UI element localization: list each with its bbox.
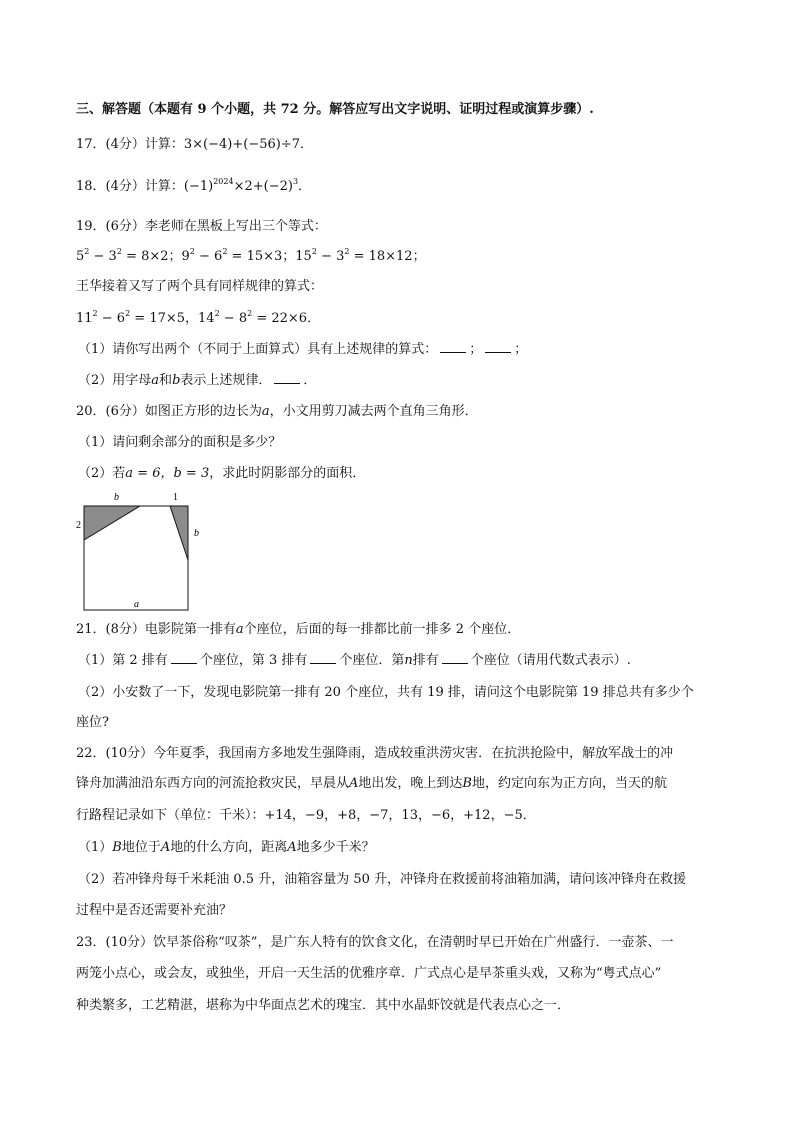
q19-eq-term: − 6 (194, 249, 223, 264)
answer-blank[interactable] (310, 651, 336, 664)
variable-B: B (462, 776, 472, 791)
q21-sub-2-line-2: 座位? (76, 715, 109, 730)
variable-a: a (261, 404, 270, 419)
q19-sub1-text: （1）请你写出两个（不同于上面算式）具有上述规律的算式： (78, 342, 438, 357)
question-22-line-1: 22．(10分）今年夏季，我国南方多地发生强降雨，造成较重洪涝灾害．在抗洪抢险中，解放军战士的冲 (76, 746, 674, 761)
q20-head-text: ，小文用剪刀减去两个直角三角形． (269, 404, 478, 419)
q19-eq-power: 2 (214, 309, 220, 318)
q19-sub-2 (78, 371, 316, 391)
section-title: 三、解答题（本题有 9 个小题，共 72 分。解答应写出文字说明、证明过程或演算步骤）. (76, 102, 594, 117)
q19-eq-term: − 3 (316, 249, 345, 264)
q19-eq-power: 2 (189, 247, 195, 256)
q21-head-text: 21．(8分）电影院第一排有 (76, 622, 236, 637)
q22-text: 地，约定向东为正方向，当天的航 (471, 776, 667, 791)
q20-sub-1: （1）请问剩余部分的面积是多少？ (78, 435, 282, 450)
q20-sub2-text: ，求此时阴影部分的面积． (209, 466, 366, 481)
q22-sub1-text: 地的什么方向，距离 (170, 840, 288, 855)
q19-eq-term: − 8 (219, 311, 248, 326)
q22-sub-2-line-2: 过程中是否还需要补充油？ (76, 903, 233, 918)
q18-tail: ． (298, 179, 312, 194)
q19-sub2-text: 和 (159, 373, 173, 388)
variable-a: a (151, 373, 160, 388)
q18-head: 18．(4分）计算： (76, 179, 184, 194)
q19-sub1-end: ； (514, 342, 528, 357)
q19-sub1-separator: ； (469, 342, 483, 357)
q22-sub1-text: 地位于 (121, 840, 161, 855)
q19-eq-term: 11 (76, 311, 93, 326)
variable-B: B (112, 840, 122, 855)
q20-head-text: 20．(6分）如图正方形的边长为 (76, 404, 262, 419)
q18-exponent-1: 2024 (213, 177, 234, 186)
q21-sub1-text: 个座位．第 (339, 653, 405, 668)
question-17 (76, 135, 313, 155)
question-23-line-2: 两笼小点心，或会友，或独坐，开启一天生活的优雅序章．广式点心是早茶重头戏，又称为“粤式点心” (76, 966, 662, 981)
q19-eq-term: − 3 (89, 249, 117, 264)
q19-eq-term: 5 (76, 249, 85, 264)
q22-sub-2-line-1: （2）若冲锋舟每千米耗油 0.5 升，油箱容量为 50 升，冲锋舟在救援前将油箱加满，请问该冲锋舟在救援 (78, 872, 687, 887)
q19-eq-term: = 18×12； (349, 249, 426, 264)
q19-eq-power: 2 (116, 247, 122, 256)
question-22-line-3: 行路程记录如下（单位：千米）：+14，−9，+8，−7，13，−6，+12，−5． (76, 808, 536, 823)
variable-A: A (349, 776, 359, 791)
question-20-head (76, 402, 478, 422)
answer-blank[interactable] (274, 371, 300, 384)
variable-n: n (404, 653, 413, 668)
q22-sub1-text: （1） (78, 840, 113, 855)
variable-A: A (160, 840, 171, 855)
q19-sub2-text: 表示上述规律． (180, 373, 272, 388)
q18-middle: ×2+(−2) (233, 179, 293, 194)
q19-eq-power: 2 (311, 247, 317, 256)
q20-sub-2 (78, 464, 365, 484)
answer-blank[interactable] (485, 340, 511, 353)
q19-equations-line-1 (76, 247, 426, 267)
q17-tail: ． (300, 137, 314, 152)
answer-blank[interactable] (440, 340, 466, 353)
q22-text: 地出发，晚上到达 (358, 776, 463, 791)
q19-eq-power: 2 (84, 247, 90, 256)
q19-eq-term: = 17×5，14 (130, 311, 215, 326)
question-19-head: 19．(6分）李老师在黑板上写出三个等式： (76, 219, 327, 234)
q21-sub-1 (78, 651, 631, 671)
q19-equations-line-2 (76, 309, 320, 329)
question-23-line-3: 种类繁多，工艺精湛，堪称为中华面点艺术的瑰宝．其中水晶虾饺就是代表点心之一． (76, 998, 571, 1013)
q21-sub1-text: 排有 (412, 653, 439, 668)
shaded-triangle-left (84, 506, 140, 540)
q19-eq-power: 2 (125, 309, 131, 318)
q19-sub2-end: ． (303, 373, 317, 388)
question-22-line-2 (76, 774, 667, 794)
question-23-line-1: 23．(10分）饮早茶俗称“叹茶”，是广东人特有的饮食文化，在清朝时早已开始在广州盛行．一壶茶、一 (76, 935, 674, 950)
variable-a: a (235, 622, 244, 637)
q19-eq-term: = 15×3；15 (227, 249, 312, 264)
variable-A: A (287, 840, 297, 855)
q17-head: 17．(4分）计算： (76, 137, 184, 152)
q18-exponent-2: 3 (292, 177, 299, 186)
q21-sub1-text: 个座位，第 3 排有 (199, 653, 308, 668)
q19-eq-term: = 22×6． (252, 311, 321, 326)
q19-eq-term: − 6 (97, 311, 126, 326)
answer-blank[interactable] (442, 651, 468, 664)
q19-sub2-text: （2）用字母 (78, 373, 152, 388)
q20-sub2-expression: a = 6，b = 3 (125, 466, 210, 481)
q19-eq-term: = 8×2；9 (121, 249, 190, 264)
variable-b: b (172, 373, 181, 388)
label-left-2: 2 (76, 520, 81, 531)
q19-eq-power: 2 (222, 247, 228, 256)
question-18 (76, 177, 311, 197)
q21-sub-2-line-1: （2）小安数了一下，发现电影院第一排有 20 个座位，共有 19 排，请问这个电影院第 19 排总共有多少个 (78, 685, 694, 700)
label-top-1: 1 (173, 492, 178, 503)
square-figure (76, 488, 216, 614)
q22-sub-1 (78, 838, 375, 858)
label-right-b: b (194, 528, 199, 539)
q22-text: 锋舟加满油沿东西方向的河流抢救灾民，早晨从 (76, 776, 350, 791)
q21-head-text: 个座位，后面的每一排都比前一排多 2 个座位． (243, 622, 521, 637)
q21-sub1-text: （1）第 2 排有 (78, 653, 168, 668)
label-bottom-a: a (134, 599, 139, 610)
answer-blank[interactable] (171, 651, 197, 664)
q19-sub-1 (78, 340, 527, 360)
q18-base: (−1) (183, 179, 214, 194)
shaded-triangle-right (170, 506, 188, 560)
label-top-b: b (114, 492, 119, 503)
q19-eq-power: 2 (344, 247, 350, 256)
q19-text-2: 王华接着又写了两个具有同样规律的算式： (76, 279, 324, 294)
q19-eq-power: 2 (92, 309, 98, 318)
q20-sub2-text: （2）若 (78, 466, 126, 481)
question-21-head (76, 620, 520, 640)
q21-sub1-text: 个座位（请用代数式表示）. (470, 653, 631, 668)
q17-expression: 3×(−4)+(−56)÷7 (183, 137, 300, 152)
q22-sub1-text: 地多少千米？ (296, 840, 375, 855)
q19-eq-power: 2 (247, 309, 253, 318)
